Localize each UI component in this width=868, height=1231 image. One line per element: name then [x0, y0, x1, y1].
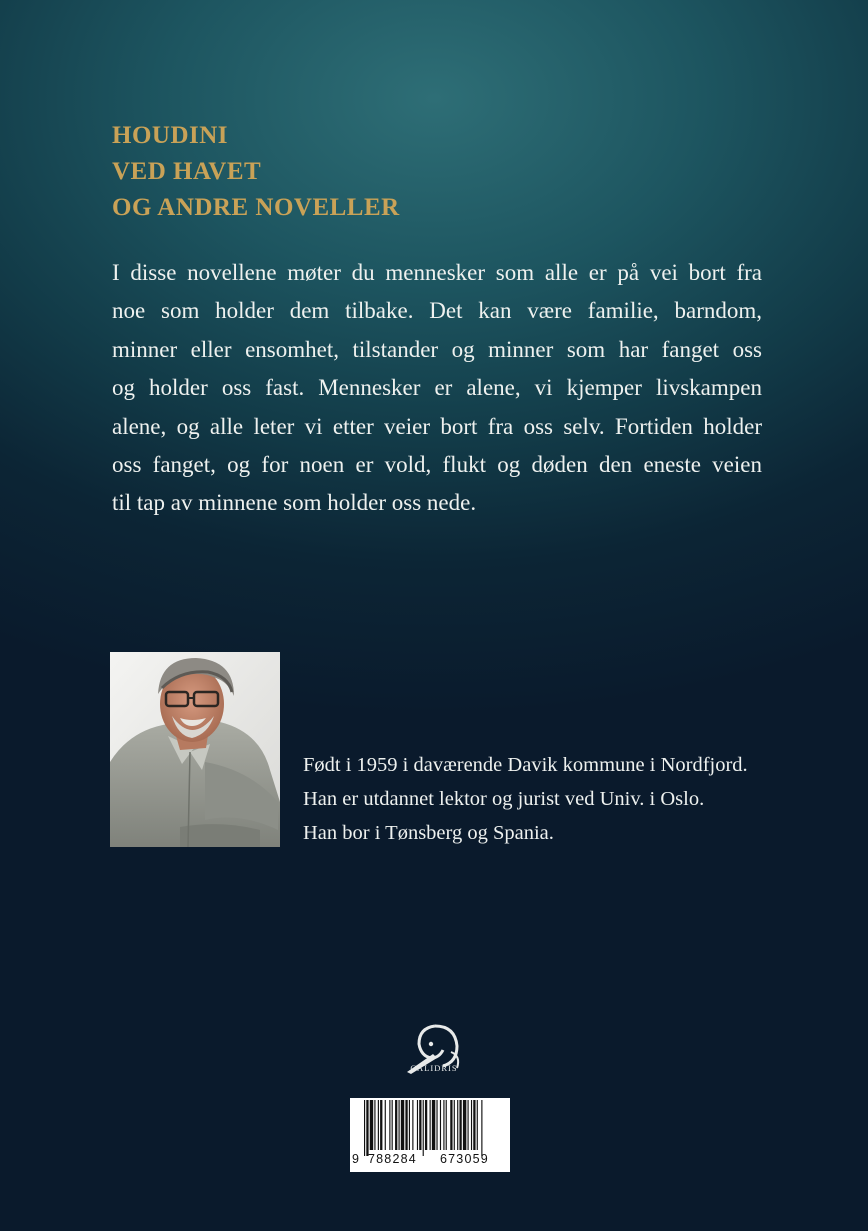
barcode-bar — [378, 1100, 379, 1150]
barcode-bar — [366, 1100, 368, 1156]
barcode-bar — [481, 1100, 482, 1156]
barcode-bar — [436, 1100, 437, 1150]
barcode-bar — [477, 1100, 478, 1150]
barcode-right-group: 673059 — [440, 1152, 489, 1166]
barcode-bars — [352, 1100, 508, 1156]
publisher-name: CALIDRIS — [410, 1063, 458, 1073]
barcode-bar — [385, 1100, 386, 1150]
bio-line: Han bor i Tønsberg og Spania. — [303, 822, 554, 844]
blurb-line: og holder oss fast. Mennesker er alene, vi kjemper livskampen — [112, 375, 762, 401]
barcode-bar — [457, 1100, 458, 1150]
barcode-bar — [395, 1100, 397, 1150]
book-title — [112, 118, 400, 226]
barcode-bar — [459, 1100, 461, 1150]
title-line-2: VED HAVET — [112, 158, 262, 185]
barcode-bar — [430, 1100, 431, 1150]
barcode-bar — [374, 1100, 375, 1150]
barcode-bar — [450, 1100, 452, 1150]
barcode-bar — [412, 1100, 413, 1150]
barcode-bar — [468, 1100, 469, 1150]
blurb-text — [112, 254, 762, 523]
barcode-bar — [463, 1100, 466, 1150]
barcode-bar — [419, 1100, 421, 1150]
barcode-bar — [473, 1100, 475, 1150]
title-line-3: OG ANDRE NOVELLER — [112, 194, 400, 221]
barcode-bar — [399, 1100, 400, 1150]
barcode-bar — [380, 1100, 382, 1150]
author-bio — [303, 748, 773, 850]
blurb-line: minner eller ensomhet, tilstander og minner som har fanget oss — [112, 336, 762, 362]
blurb-line: I disse novellene møter du mennesker som alle er på vei bort fra — [112, 260, 762, 285]
barcode-lead-digit: 9 — [352, 1152, 361, 1166]
barcode-bar — [423, 1100, 424, 1156]
barcode-left-group: 788284 — [368, 1152, 417, 1166]
barcode-bar — [401, 1100, 404, 1150]
barcode-bar — [417, 1100, 418, 1150]
barcode-bar — [389, 1100, 390, 1150]
barcode-bar — [405, 1100, 407, 1150]
title-line-1: HOUDINI — [112, 122, 229, 149]
bio-line: Han er utdannet lektor og jurist ved Univ. i Oslo. — [303, 788, 705, 810]
bio-line: Født i 1959 i daværende Davik kommune i Nordfjord. — [303, 754, 748, 776]
isbn-barcode — [350, 1098, 510, 1172]
barcode-bar — [425, 1100, 427, 1150]
barcode-bar — [471, 1100, 472, 1150]
blurb-line: noe som holder dem tilbake. Det kan være familie, barndom, — [112, 298, 762, 324]
barcode-bar — [432, 1100, 435, 1150]
barcode-bar — [443, 1100, 444, 1150]
barcode-bar — [392, 1100, 393, 1150]
barcode-bar — [446, 1100, 447, 1150]
barcode-bar — [409, 1100, 410, 1150]
blurb-line: til tap av minnene som holder oss nede. — [112, 490, 477, 516]
blurb-line: alene, og alle leter vi etter veier bort fra oss selv. Fortiden holder — [112, 413, 762, 439]
author-photo — [110, 652, 280, 847]
barcode-bar — [454, 1100, 455, 1150]
barcode-bar — [370, 1100, 373, 1150]
blurb-line: oss fanget, og for noen er vold, flukt og døden den eneste veien — [112, 452, 762, 478]
barcode-bar — [440, 1100, 441, 1150]
barcode-bar — [364, 1100, 365, 1156]
